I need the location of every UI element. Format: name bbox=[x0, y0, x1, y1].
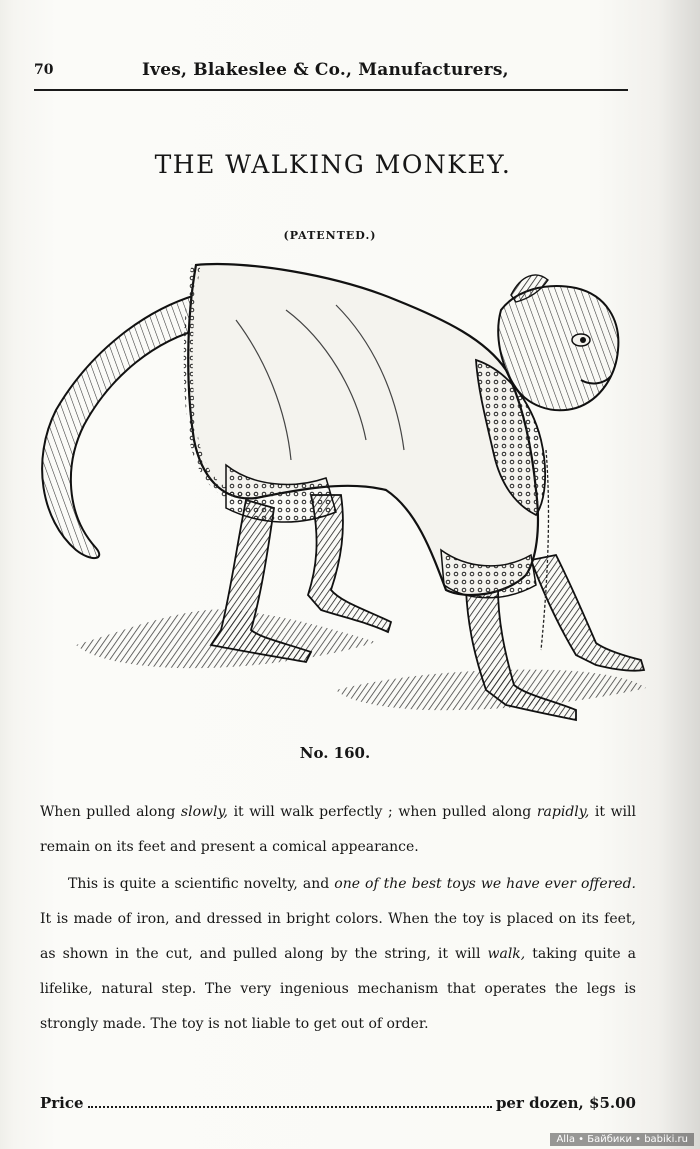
description-paragraph-2: This is quite a scientific novelty, and one of the best toys we have ever offered. It is made of iron, and dressed in bright colors. When the toy is placed on its feet, as shown in the cut, and pulled along by the string, it will walk, taking quite a lifelike, natural step. The very ingenious mechanism that operates the legs is strongly made. The toy is not liable to get out of order. bbox=[40, 876, 636, 1032]
running-head: Ives, Blakeslee & Co., Manufacturers, bbox=[142, 60, 509, 80]
model-number: No. 160. bbox=[299, 744, 371, 762]
price-label: Price bbox=[40, 1094, 84, 1112]
description-paragraph-1: When pulled along slowly, it will walk perfectly ; when pulled along rapidly, it will remain on its feet and present a comical appearance. bbox=[40, 804, 636, 855]
price-value: $5.00 bbox=[589, 1094, 636, 1112]
price-line bbox=[40, 1094, 636, 1118]
page-number: 70 bbox=[34, 62, 54, 78]
watermark: Alla • Байбики • babiki.ru bbox=[550, 1133, 694, 1146]
price-leader-dots bbox=[88, 1096, 492, 1108]
page-title: THE WALKING MONKEY. bbox=[154, 150, 512, 179]
header-rule bbox=[34, 89, 628, 91]
patent-note: (PATENTED.) bbox=[283, 229, 377, 242]
page-header bbox=[34, 60, 628, 86]
walking-monkey-engraving-icon bbox=[36, 250, 656, 730]
price-unit: per dozen, bbox=[495, 1094, 584, 1112]
